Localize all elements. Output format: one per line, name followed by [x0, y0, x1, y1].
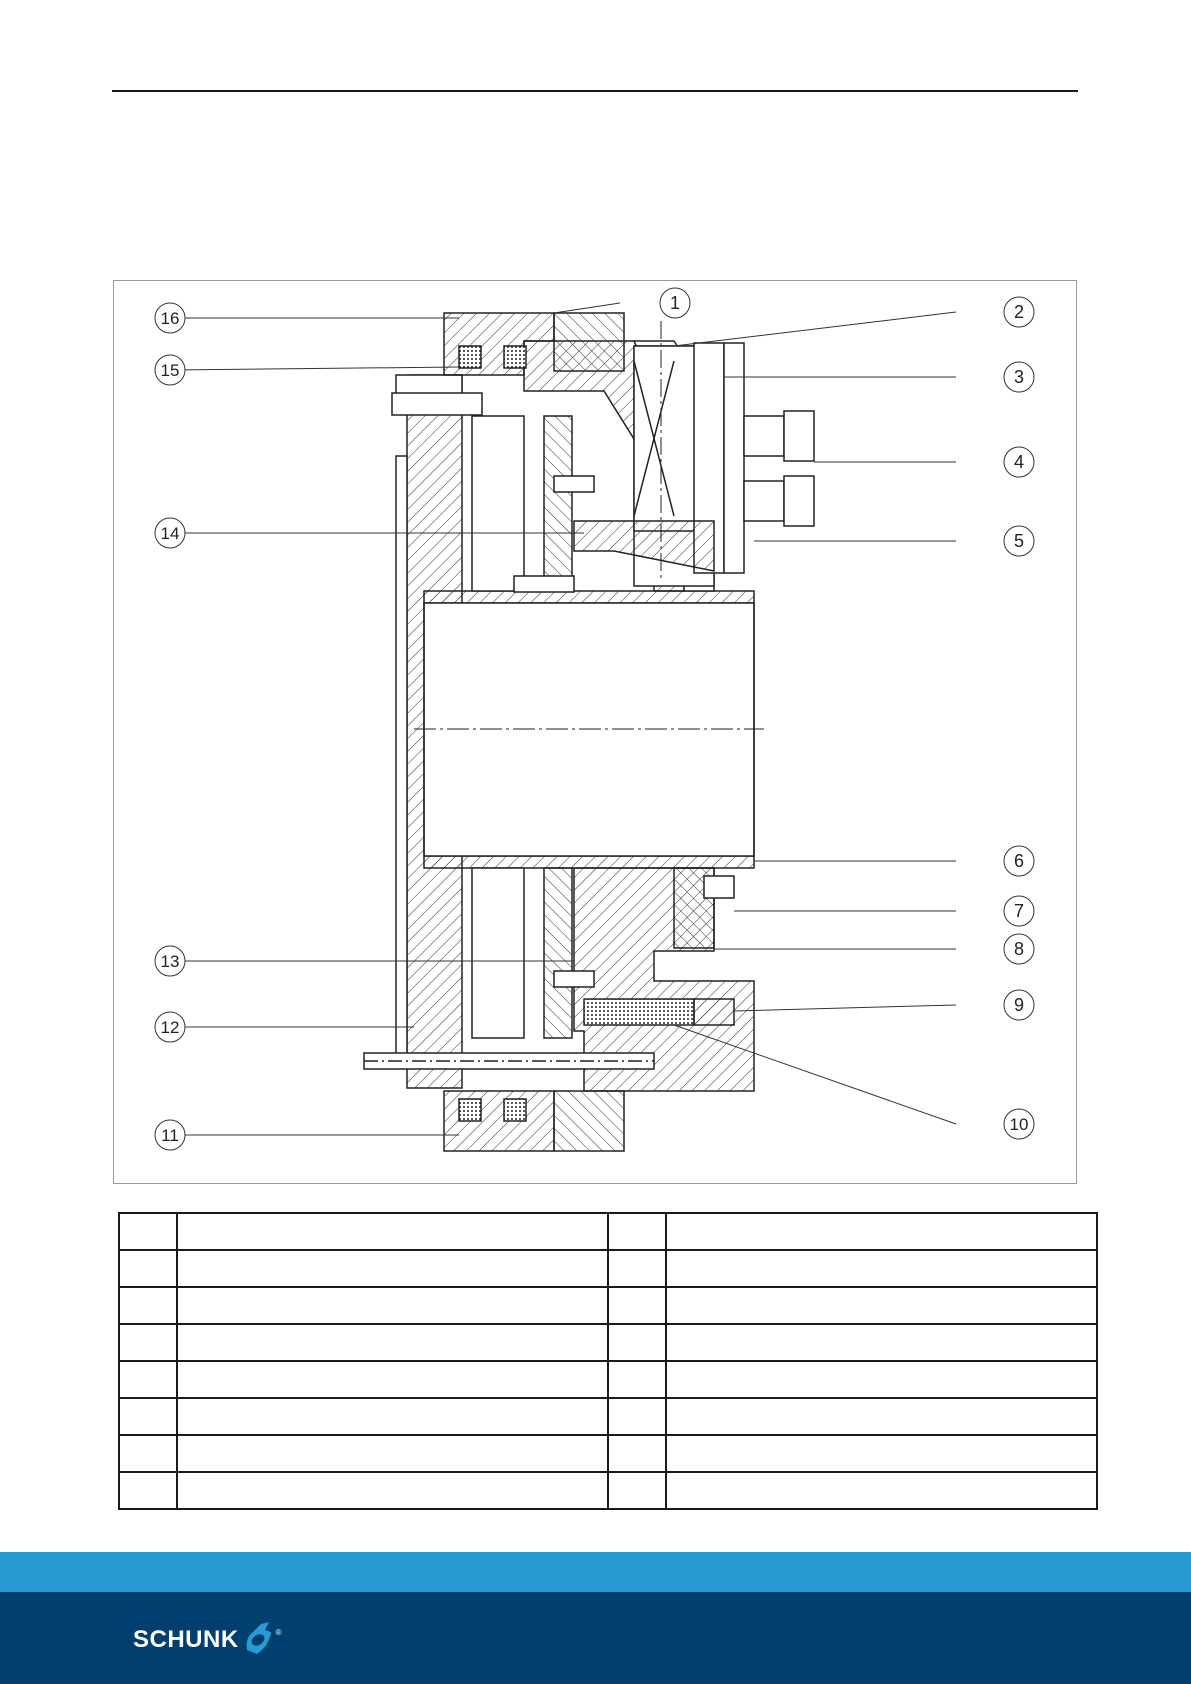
svg-text:13: 13 [160, 952, 180, 971]
callout-12 [155, 1012, 185, 1042]
table-row [119, 1324, 1097, 1361]
right-part-description [666, 1472, 1097, 1509]
left-part-number [119, 1435, 177, 1472]
right-part-description [666, 1250, 1097, 1287]
right-part-number [608, 1213, 666, 1250]
table-row [119, 1213, 1097, 1250]
left-part-description [177, 1472, 608, 1509]
right-part-number [608, 1324, 666, 1361]
callout-5 [1004, 526, 1034, 556]
right-part-number [608, 1398, 666, 1435]
svg-text:15: 15 [160, 361, 180, 380]
sectional-drawing [114, 281, 1078, 1185]
table-row [119, 1398, 1097, 1435]
callout-3 [1004, 362, 1034, 392]
callout-10 [1004, 1109, 1034, 1139]
callout-4 [1004, 447, 1034, 477]
callout-7 [1004, 896, 1034, 926]
header-rule [112, 90, 1078, 92]
svg-text:6: 6 [1013, 851, 1025, 871]
svg-text:11: 11 [161, 1126, 179, 1145]
svg-text:10: 10 [1009, 1115, 1029, 1134]
left-part-description [177, 1361, 608, 1398]
left-part-description [177, 1213, 608, 1250]
left-part-number [119, 1472, 177, 1509]
left-part-number [119, 1213, 177, 1250]
right-part-number [608, 1250, 666, 1287]
footer-accent-band [0, 1552, 1191, 1592]
callout-15 [155, 355, 185, 385]
table-row [119, 1472, 1097, 1509]
right-part-description [666, 1398, 1097, 1435]
right-part-description [666, 1287, 1097, 1324]
left-part-number [119, 1398, 177, 1435]
schunk-logo [133, 1620, 282, 1660]
callout-6 [1004, 846, 1034, 876]
left-part-description [177, 1250, 608, 1287]
left-part-description [177, 1435, 608, 1472]
svg-text:12: 12 [160, 1018, 180, 1037]
table-row [119, 1361, 1097, 1398]
right-part-number [608, 1287, 666, 1324]
left-part-number [119, 1361, 177, 1398]
callout-13 [155, 946, 185, 976]
table-row [119, 1435, 1097, 1472]
callout-9 [1004, 990, 1034, 1020]
svg-text:3: 3 [1013, 367, 1025, 387]
callout-8 [1004, 934, 1034, 964]
svg-text:16: 16 [160, 309, 180, 328]
right-part-description [666, 1213, 1097, 1250]
svg-text:7: 7 [1013, 901, 1025, 921]
left-part-number [119, 1250, 177, 1287]
svg-text:8: 8 [1013, 939, 1025, 959]
right-part-number [608, 1472, 666, 1509]
callout-16 [155, 303, 185, 333]
svg-text:5: 5 [1013, 531, 1025, 551]
svg-text:14: 14 [160, 524, 180, 543]
svg-text:1: 1 [669, 293, 681, 313]
callout-1 [660, 288, 690, 318]
svg-text:9: 9 [1013, 995, 1025, 1015]
svg-text:2: 2 [1013, 302, 1025, 322]
callout-11 [155, 1120, 185, 1150]
parts-legend-table [118, 1212, 1098, 1510]
left-part-number [119, 1324, 177, 1361]
registered-mark: ® [275, 1628, 282, 1637]
table-row [119, 1287, 1097, 1324]
right-part-description [666, 1324, 1097, 1361]
left-part-description [177, 1324, 608, 1361]
left-part-number [119, 1287, 177, 1324]
technical-drawing-frame [113, 280, 1077, 1184]
svg-text:4: 4 [1013, 452, 1025, 472]
logo-hand-icon [241, 1620, 275, 1660]
callout-14 [155, 518, 185, 548]
left-part-description [177, 1287, 608, 1324]
table-row [119, 1250, 1097, 1287]
callout-2 [1004, 297, 1034, 327]
right-part-number [608, 1435, 666, 1472]
right-part-number [608, 1361, 666, 1398]
right-part-description [666, 1435, 1097, 1472]
right-part-description [666, 1361, 1097, 1398]
left-part-description [177, 1398, 608, 1435]
logo-wordmark: SCHUNK [133, 1626, 239, 1653]
